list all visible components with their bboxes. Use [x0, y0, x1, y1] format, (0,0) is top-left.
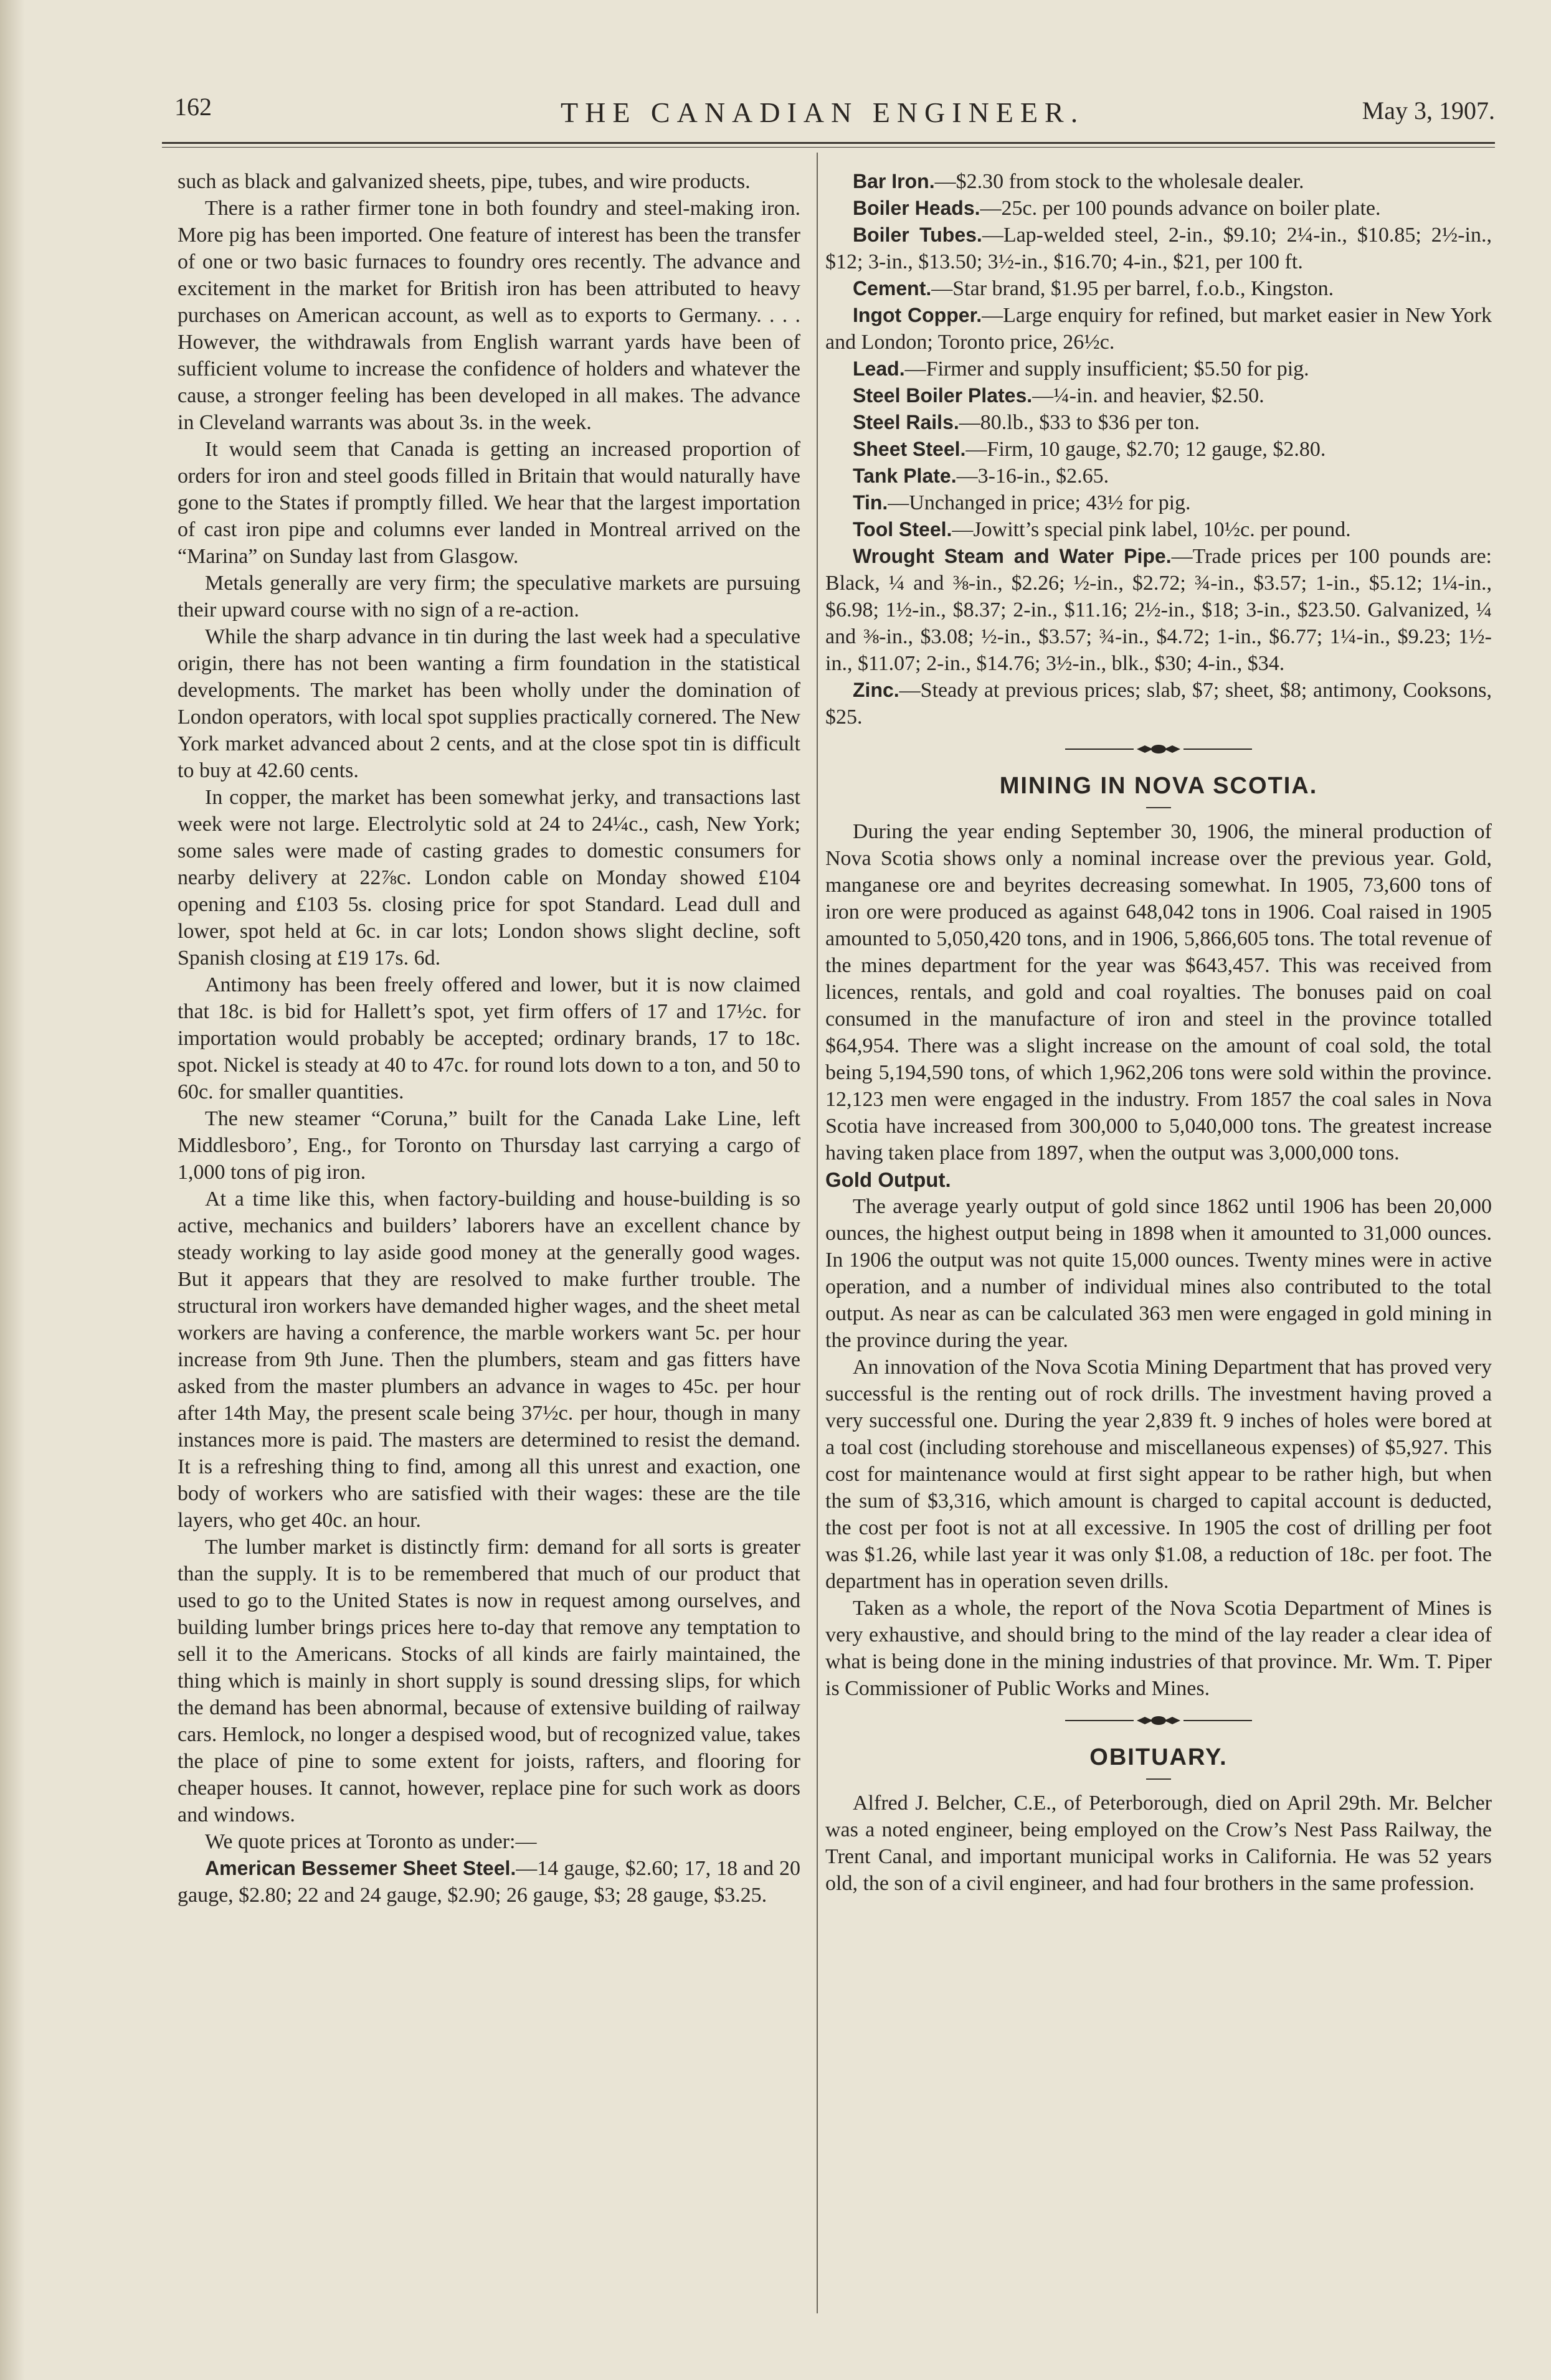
price-text: —$2.30 from stock to the wholesale dealer.	[934, 170, 1304, 193]
paragraph: Alfred J. Belcher, C.E., of Peterborough, died on April 29th. Mr. Belcher was a noted engineer, being employed on the Crow’s Nest Pass Railway, the Trent Canal, and important municipal works in California. He was 52 years old, the son of a civil engineer, and had four brothers in the same profession.	[825, 1792, 1492, 1895]
price-text: —14 gauge, $2.60; 17, 18 and 20 gauge, $2.80; 22 and 24 gauge, $2.90; 26 gauge, $3; 28 gauge, $3.25.	[178, 1857, 801, 1907]
price-text: —25c. per 100 pounds advance on boiler plate.	[980, 197, 1381, 220]
price-entry	[825, 543, 1492, 677]
price-label: Steel Rails.	[853, 411, 959, 433]
price-entry	[825, 409, 1492, 436]
price-entry	[825, 382, 1492, 409]
price-entry	[825, 168, 1492, 195]
issue-date: May 3, 1907.	[1362, 97, 1495, 125]
price-label: Lead.	[853, 357, 905, 380]
obituary-heading: OBITUARY.	[1089, 1744, 1228, 1770]
gold-output-subhead: Gold Output.	[825, 1168, 951, 1191]
price-entry	[178, 1855, 800, 1909]
price-label: Zinc.	[853, 679, 899, 701]
price-label: Cement.	[853, 277, 932, 300]
price-label: Tank Plate.	[853, 465, 957, 487]
page-header	[162, 92, 1495, 136]
heading-rule	[1146, 1778, 1171, 1780]
price-text: —¼-in. and heavier, $2.50.	[1032, 384, 1264, 407]
price-text: —80.lb., $33 to $36 per ton.	[959, 411, 1200, 434]
paragraph: Antimony has been freely offered and lower, but it is now claimed that 18c. is bid for Hallett’s spot, yet firm offers of 17 and 17½c. for importation would probably be accepted; ordinary brands, 17 to 18c. spot. Nickel is steady at 40 to 47c. for round lots down to a ton, and 50 to 60c. for smaller quantities.	[178, 973, 800, 1103]
price-entry	[825, 677, 1492, 730]
price-text: —Large enquiry for refined, but market easier in New York and London; Toronto price, 26½c.	[825, 304, 1492, 354]
paragraph: The average yearly output of gold since 1862 until 1906 has been 20,000 ounces, the highest output being in 1898 when it amounted to 31,000 ounces. In 1906 the output was not quite 15,000 ounces. Twenty mines were in active operation, and a number of individual mines also contributed to the total output. As near as can be calculated 363 men were engaged in gold mining in the province during the year.	[825, 1195, 1492, 1352]
paragraph: In copper, the market has been somewhat jerky, and transactions last week were not large. Electrolytic sold at 24 to 24¼c., cash, New York; some sales were made of casting grades to domestic consumers for nearby delivery at 22⅞c. London cable on Monday showed £104 opening and £103 5s. closing price for spot Standard. Lead dull and lower, spot held at 6c. in car lots; London shows slight decline, soft Spanish closing at £19 17s. 6d.	[178, 786, 800, 970]
price-label: Bar Iron.	[853, 170, 935, 192]
price-label: Tin.	[853, 491, 888, 514]
price-entry	[825, 195, 1492, 222]
paragraph: The lumber market is distinctly firm: demand for all sorts is greater than the supply. It is to be remembered that much of our product that used to go to the United States is now in request among ourselves, and building lumber brings prices here to-day that remove any temptation to sell it to the Americans. Stocks of all kinds are fairly maintained, the thing which is mainly in short supply is sound dressing slips, for which the demand has been abnormal, because of extensive building of railway cars. Hemlock, no longer a despised wood, but of recognized value, takes the place of pine to some extent for joists, rafters, and flooring for cheaper houses. It cannot, however, replace pine for such work as doors and windows.	[178, 1536, 800, 1826]
paragraph: Metals generally are very firm; the speculative markets are pursuing their upward course with no sign of a re-action.	[178, 572, 800, 621]
price-label: Tool Steel.	[853, 518, 952, 541]
paragraph: There is a rather firmer tone in both foundry and steel-making iron. More pig has been imported. One feature of interest has been the transfer of one or two basic furnaces to foundry ores recently. The advance and excitement in the market for British iron has been attributed to heavy purchases on American account, as well as to exports to Germany. . . . However, the withdrawals from English warrant yards have been of sufficient volume to increase the confidence of holders and whatever the cause, a stronger feeling has been developed in all makes. The advance in Cleveland warrants was about 3s. in the week.	[178, 197, 800, 434]
journal-title: THE CANADIAN ENGINEER.	[561, 97, 1085, 128]
page-number: 162	[174, 93, 212, 121]
paragraph: It would seem that Canada is getting an increased proportion of orders for iron and steel goods filled in Britain that would naturally have gone to the States if promptly filled. We hear that the largest importation of cast iron pipe and columns ever landed in Montreal arrived on the “Marina” on Sunday last from Glasgow.	[178, 438, 800, 568]
price-label: Boiler Tubes.	[853, 224, 982, 246]
paragraph: such as black and galvanized sheets, pipe, tubes, and wire products.	[178, 170, 751, 193]
paragraph: At a time like this, when factory-building and house-building is so active, mechanics and builders’ laborers have an excellent chance by steady working to lay aside good money at the generally good wages. But it appears that they are resolved to make further trouble. The structural iron workers have demanded higher wages, and the sheet metal workers are having a conference, the marble workers want 5c. per hour increase from 9th June. Then the plumbers, steam and gas fitters have asked from the master plumbers an advance in wages to 45c. per hour after 14th May, the present scale being 37½c. per hour, though in many instances more is paid. The masters are determined to resist the demand. It is a refreshing thing to find, among all this unrest and exaction, one body of workers who are satisfied with their wages: these are the tile layers, who get 40c. an hour.	[178, 1188, 800, 1532]
price-label: Steel Boiler Plates.	[853, 384, 1033, 407]
price-label: American Bessemer Sheet Steel.	[205, 1857, 516, 1879]
price-entry	[825, 275, 1492, 302]
page-edge-shadow	[0, 0, 25, 2380]
price-label: Boiler Heads.	[853, 197, 980, 219]
right-column	[825, 168, 1492, 1897]
price-text: —Trade prices per 100 pounds are: Black, ¼ and ⅜-in., $2.26; ½-in., $2.72; ¾-in., $3.57; 1-in., $5.12; 1¼-in., $6.98; 1½-in., $8.37; 2-in., $11.16; 2½-in., $18; 3-in., $23.50. Galvanized, ¼ and ⅜-in., $3.08; ½-in., $3.57; ¾-in., $4.72; 1-in., $6.77; 1¼-in., $9.23; 1½-in., $11.07; 2-in., $14.76; 3½-in., blk., $30; 4-in., $34.	[825, 545, 1492, 675]
price-text: —Firm, 10 gauge, $2.70; 12 gauge, $2.80.	[965, 438, 1326, 461]
price-text: —Star brand, $1.95 per barrel, f.o.b., Kingston.	[931, 277, 1334, 300]
price-text: —Unchanged in price; 43½ for pig.	[888, 491, 1191, 514]
paragraph: While the sharp advance in tin during the last week had a speculative origin, there has not been wanting a firm foundation in the statistical developments. The market has been wholly under the domination of London operators, with local spot supplies practically cornered. The New York market advanced about 2 cents, and at the close spot tin is difficult to buy at 42.60 cents.	[178, 625, 800, 782]
price-label: Sheet Steel.	[853, 438, 966, 460]
paragraph: During the year ending September 30, 1906, the mineral production of Nova Scotia shows only a nominal increase over the previous year. Gold, manganese ore and beyrites decreasing somewhat. In 1905, 73,600 tons of iron ore were produced as against 648,042 tons in 1906. Coal raised in 1905 amounted to 5,050,420 tons, and in 1906, 5,866,605 tons. The total revenue of the mines department for the year was $643,457. This was received from licences, rentals, and gold and coal royalties. The bonuses paid on coal consumed in the manufacture of iron and steel in the province totalled $64,954. There was a slight increase on the amount of coal sold, the total being 5,194,590 tons, of which 1,962,206 tons were sold within the province. 12,123 men were engaged in the industry. From 1857 the coal sales in Nova Scotia have increased from 300,000 to 5,040,000 tons. The greatest increase having taken place from 1897, when the output was 3,000,000 tons.	[825, 820, 1492, 1164]
price-entry	[825, 356, 1492, 382]
price-text: —Lap-welded steel, 2-in., $9.10; 2¼-in., $10.85; 2½-in., $12; 3-in., $13.50; 3½-in., $16.70; 4-in., $21, per 100 ft.	[825, 224, 1492, 273]
heading-rule	[1146, 807, 1171, 808]
price-text: —3-16-in., $2.65.	[956, 465, 1109, 488]
price-label: Ingot Copper.	[853, 304, 982, 326]
price-label: Wrought Steam and Water Pipe.	[853, 545, 1172, 567]
price-entry	[825, 489, 1492, 516]
ornament-icon	[1065, 742, 1252, 757]
price-entry	[825, 463, 1492, 489]
price-entry	[825, 516, 1492, 543]
paragraph: We quote prices at Toronto as under:—	[205, 1830, 537, 1853]
section-ornament	[825, 1708, 1492, 1733]
header-rule	[162, 142, 1495, 144]
paragraph: Taken as a whole, the report of the Nova Scotia Department of Mines is very exhaustive, and should bring to the mind of the lay reader a clear idea of what is being done in the mining industries of that province. Mr. Wm. T. Piper is Commissioner of Public Works and Mines.	[825, 1597, 1492, 1700]
price-text: —Jowitt’s special pink label, 10½c. per pound.	[952, 518, 1351, 541]
ornament-icon	[1065, 1713, 1252, 1728]
section-ornament	[825, 737, 1492, 762]
price-entry	[825, 302, 1492, 356]
left-column	[178, 168, 800, 1909]
mining-heading: MINING IN NOVA SCOTIA.	[999, 773, 1318, 799]
price-entry	[825, 436, 1492, 463]
paragraph: The new steamer “Coruna,” built for the Canada Lake Line, left Middlesboro’, Eng., for Toronto on Thursday last carrying a cargo of 1,000 tons of pig iron.	[178, 1107, 800, 1184]
price-text: —Firmer and supply insufficient; $5.50 for pig.	[904, 357, 1309, 380]
column-divider	[817, 153, 818, 2313]
header-rule-thin	[162, 147, 1495, 148]
paragraph: An innovation of the Nova Scotia Mining Department that has proved very successful is the renting out of rock drills. The investment having proved a very successful one. During the year 2,839 ft. 9 inches of holes were bored at a toal cost (including storehouse and miscellaneous expenses) of $5,927. This cost for maintenance would at first sight appear to be rather high, but when the sum of $3,316, which amount is charged to capital account is deducted, the cost per foot is not at all excessive. In 1905 the cost of drilling per foot was $1.26, while last year it was only $1.08, a reduction of 18c. per foot. The department has in operation seven drills.	[825, 1356, 1492, 1593]
price-text: —Steady at previous prices; slab, $7; sheet, $8; antimony, Cooksons, $25.	[825, 679, 1492, 729]
price-entry	[825, 222, 1492, 275]
